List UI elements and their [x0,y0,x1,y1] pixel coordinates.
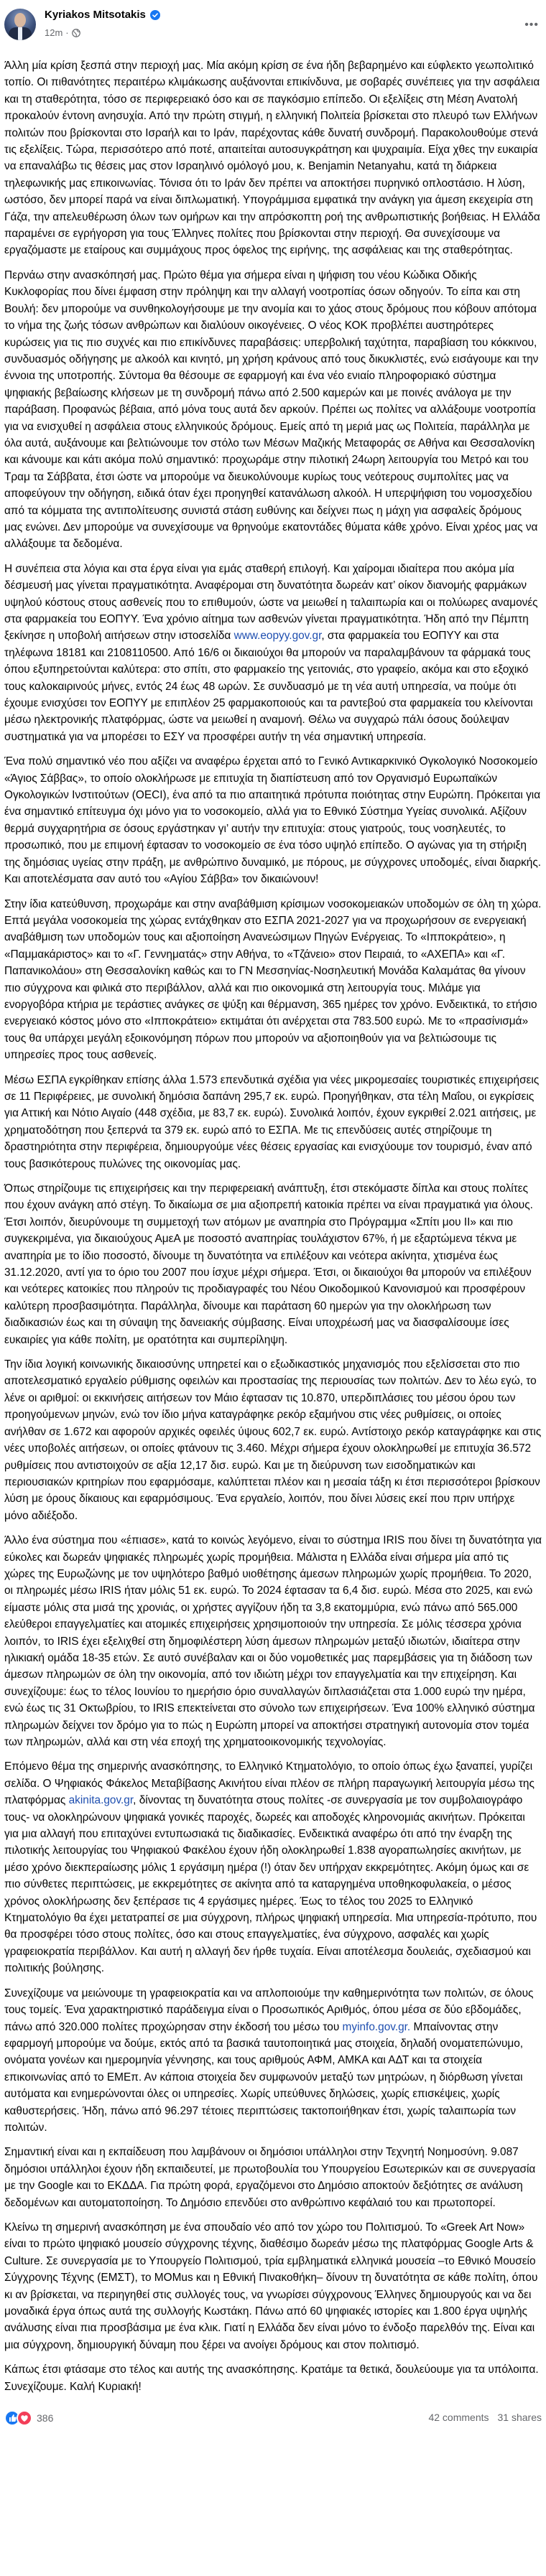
author-name[interactable]: Kyriakos Mitsotakis [45,9,146,21]
post-link[interactable]: myinfo.gov.gr. [342,2020,411,2033]
paragraph-text: Κάπως έτσι φτάσαμε στο τέλος και αυτής της ανασκόπησης. Κρατάμε τα θετικά, δουλεύουμε για τα υπόλοιπα. Συνεχίζουμε. Καλή Κυριακή! [4,2363,539,2393]
paragraph-text: Συνεχίζουμε να μειώνουμε τη γραφειοκρατία και να απλοποιούμε την καθημερινότητα των πολιτών, σε όλους τους τομείς. Ένα χαρακτηριστικό παράδειγμα είναι ο Προσωπικός Αριθμός, όπου μέσα σε δύο εβδομάδες, πάνω από 320.000 πολίτες προχώρησαν στην έκδοσή του μέσω του [4,1987,534,2033]
post-paragraph [4,2144,542,2211]
paragraph-text: Όπως στηρίζουμε τις επιχειρήσεις και την περιφερειακή ανάπτυξη, έτσι στεκόμαστε δίπλα και στους πολίτες που έχουν ανάγκη από στέγη. Το δικαίωμα σε μια αξιοπρεπή κατοικία πρέπει να είναι πραγματικά για όλους. Έτσι λοιπόν, διευρύνουμε τη συμμετοχή των ατόμων με αναπηρία στο Πρόγραμμα «Σπίτι μου ΙΙ» και πιο συγκεκριμένα, για δικαιούχους ΑμεΑ με ποσοστό αναπηρίας τουλάχιστον 67%, ή με εξαρτώμενα τέκνα με αναπηρία με το ίδιο ποσοστό, δίνουμε τη δυνατότητα να επιλέξουν και νεότερα ακίνητα, χτισμένα έως 31.12.2020, αντί για το όριο του 2007 που ίσχυε μέχρι σήμερα. Έτσι, οι δικαιούχοι θα μπορούν να επιλέξουν και νεότερες κατοικίες που πληρούν τις προδιαγραφές του Νέου Οικοδομικού Κανονισμού και προσφέρουν καλύτερη προσβασιμότητα. Παράλληλα, δίνουμε και παράταση 60 ημερών για την ολοκλήρωση των διαδικασιών έως και τη σύναψη της δανειακής σύμβασης. Είναι υποχρέωσή μας να διασφαλίσουμε ίσες ευκαιρίες για κάθε πολίτη, με ορατότητα και συμπερίληψη. [4,1182,533,1346]
post-paragraph [4,1180,542,1348]
paragraph-text: Μέσω ΕΣΠΑ εγκρίθηκαν επίσης άλλα 1.573 επενδυτικά σχέδια για νέες μικρομεσαίες τουριστικές επιχειρήσεις σε 11 Περιφέρειες, με συνολική δημόσια δαπάνη 295,7 εκ. ευρώ. Προηγήθηκαν, στα τέλη Μαΐου, οι εγκρίσεις για Αττική και Νότιο Αιγαίο (448 σχέδια, με 83,7 εκ. ευρώ). Συνολικά λοιπόν, έχουν εγκριθεί 2.021 αιτήσεις, με χρηματοδότηση που ξεπερνά τα 379 εκ. ευρώ από το ΕΣΠΑ. Με τις επενδύσεις αυτές στηρίζουμε τη δραστηριότητα στην περιφέρεια, δημιουργούμε νέες θέσεις εργασίας και ενισχύουμε τον τουρισμό, έναν από τους βασικότερους πυλώνες της οικονομίας μας. [4,1073,540,1170]
paragraph-text: Περνάω στην ανασκόπησή μας. Πρώτο θέμα για σήμερα είναι η ψήφιση του νέου Κώδικα Οδικής Κυκλοφορίας που δίνει έμφαση στην πρόληψη και την αλλαγή νοοτροπίας όσων οδηγούν. Το είπα και στη Βουλή: δεν μπορούμε να συνθηκολογήσουμε με την ανομία και το χάος στους δρόμους που κόβουν απότομα το νήμα της ζωής τόσων ανθρώπων και διαλύουν οικογένειες. Ο νέος ΚΟΚ προβλέπει αυστηρότερες κυρώσεις για τις πιο συχνές και πιο επικίνδυνες παραβάσεις: υπερβολική ταχύτητα, παραβίαση του κόκκινου, συνδυασμός οδήγησης με αλκοόλ και κινητό, μη χρήση κράνους από τους δικυκλιστές, ενώ εισάγουμε και την έννοια της υποτροπής. Σύντομα θα θέσουμε σε εφαρμογή και ένα νέο ενιαίο πληροφοριακό σύστημα ψηφιακής βεβαίωσης κλήσεων με τη συνδρομή πάνω από 2.500 καμερών και με ποινές ανάλογα με την παράβαση. Προφανώς βέβαια, από μόνα τους αυτά δεν αρκούν. Πρέπει ως πολίτες να αλλάξουμε νοοτροπία για να ενισχυθεί η ασφάλεια στους ελληνικούς δρόμους. Εμείς από τη μεριά μας ως Πολιτεία, παράλληλα με όλα αυτά, αυξάνουμε και βελτιώνουμε τον στόλο των Μέσων Μαζικής Μεταφοράς σε Αθήνα και Θεσσαλονίκη και κάνουμε και κάτι ακόμα πολύ σημαντικό: προχωράμε στην πιλοτική 24ωρη λειτουργία του Μετρό και του Τραμ τα Σάββατα, έτσι ώστε να μπορούμε να διευκολύνουμε κυρίως τους νεότερους συμπολίτες μας να αποφεύγουν την οδήγηση, ειδικά όταν έχει προηγηθεί κατανάλωση αλκοόλ. Η υπερψήφιση του νομοσχεδίου από τα κόμματα της αντιπολίτευσης συνιστά στάση ευθύνης και δείχνει πως η μάχη για ασφαλείς δρόμους μας ενώνει. Δεν μπορούμε να συνεχίσουμε να θρηνούμε εκατοντάδες θύματα κάθε χρόνο. Είναι χρέος μας να αλλάξουμε τα δεδομένα. [4,269,539,551]
paragraph-text: Ένα πολύ σημαντικό νέο που αξίζει να αναφέρω έρχεται από το Γενικό Αντικαρκινικό Ογκολογικό Νοσοκομείο «Άγιος Σάββας», το οποίο ολοκλήρωσε με επιτυχία τη διαπίστευση από τον Οργανισμό Ευρωπαϊκών Ογκολογικών Ινστιτούτων (OECI), ένα από τα πιο απαιτητικά πρότυπα ποιότητας στην Ευρώπη. Πρόκειται για ένα σημαντικό επίτευγμα όχι μόνο για το νοσοκομείο, αλλά για το Εθνικό Σύστημα Υγείας συνολικά. Αξίζουν θερμά συγχαρητήρια σε όσους εργάστηκαν γι’ αυτήν την επιτυχία: στους γιατρούς, τους νοσηλευτές, το προσωπικό, που με επιμονή έφτασαν το νοσοκομείο σε ένα τόσο υψηλό επίπεδο. Ο αγώνας για τη στήριξη της δημόσιας υγείας στην πράξη, με ανθρώπινο δυναμικό, με πόρους, με σύγχρονες υποδομές, είναι διαρκής. Και αποτελέσματα σαν αυτό του «Αγίου Σάββα» τον δικαιώνουν! [4,755,542,886]
post-paragraph [4,561,542,745]
paragraph-text: Μπαίνοντας στην εφαρμογή μπορούμε να δούμε, εκτός από τα βασικά ταυτοποιητικά μας στοιχεία, δηλαδή ονοματεπώνυμο, ονόματα γονέων και ημερομηνία γέννησης, και τους αριθμούς ΑΦΜ, ΑΜΚΑ και ΑΔΤ και τα στοιχεία επικοινωνίας από το ΕΜΕπ. Αν κάποια στοιχεία δεν συμφωνούν μεταξύ των μητρώων, η διόρθωση γίνεται αυτόματα και ενημερώνονται όλες οι υπηρεσίες. Χωρίς υπεύθυνες δηλώσεις, χωρίς επισκέψεις, χωρίς καθυστερήσεις. Ήδη, πάνω από 96.297 τέτοιες περιπτώσεις τακτοποιήθηκαν έτσι, χωρίς ταλαιπωρία των πολιτών. [4,2020,524,2134]
globe-icon [72,29,80,37]
post-paragraph [4,1072,542,1172]
paragraph-text: Στην ίδια κατεύθυνση, προχωράμε και στην αναβάθμιση κρίσιμων νοσοκομειακών υποδομών σε όλη τη χώρα. Επτά μεγάλα νοσοκομεία της χώρας εντάχθηκαν στο ΕΣΠΑ 2021-2027 για να προχωρήσουν σε ενεργειακή αναβάθμιση των υποδομών τους και αξιοποίηση Ανανεώσιμων Πηγών Ενέργειας. Το «Ιπποκράτειο», η «Παμμακάριστος» και το «Γ. Γεννηματάς» στην Αθήνα, το «Τζάνειο» στον Πειραιά, το «ΑΧΕΠΑ» και «Γ. Παπανικολάου» στη Θεσσαλονίκη καθώς και το ΓΝ Μεσσηνίας-Νοσηλευτική Μονάδα Καλαμάτας θα γίνουν πιο σύγχρονα και φιλικά στο περιβάλλον, αλλά και πιο οικονομικά στη λειτουργία τους. Μιλάμε για ενοργοβόρα κτήρια με τεράστιες ανάγκες σε ψύξη και θέρμανση, 365 ημέρες τον χρόνο. Ενδεικτικά, το ετήσιο ενεργειακό κόστος μόνο στο «Ιπποκράτειο» εκτιμάται ότι ανέρχεται στα 783.500 ευρώ. Με το «πρασίνισμά» τους θα υπάρχει μεγάλη εξοικονόμηση πόρων που μπορούν να αξιοποιηθούν για να βελτιώσουμε τις υπηρεσίες προς τους ασθενείς. [4,897,542,1062]
post-paragraph [4,2361,542,2395]
post-paragraph [4,2219,542,2353]
post-link[interactable]: akinita.gov.gr [68,1794,134,1807]
paragraph-text: Άλλο ένα σύστημα που «έπιασε», κατά το κοινώς λεγόμενο, είναι το σύστημα IRIS που δίνει τη δυνατότητα για εύκολες και δωρεάν ψηφιακές πληρωμές χωρίς προμήθεια. Μάλιστα η Ελλάδα είναι σήμερα μία από τις χώρες της Ευρωζώνης με τον υψηλότερο βαθμό υιοθέτησης άμεσων πληρωμών χωρίς προμήθεια. Το 2020, οι πληρωμές μέσω IRIS ήταν μόλις 51 εκ. ευρώ. Το 2024 έφτασαν τα 6,4 δισ. ευρώ. Μέσα στο 2025, και ενώ είμαστε μόλις στα μισά της χρονιάς, οι χρήστες αγγίζουν ήδη τα 3,8 εκατομμύρια, ενώ πάνω από 565.000 ελεύθεροι επαγγελματίες και ατομικές επιχειρήσεις χρησιμοποιούν την υπηρεσία. Σε μόλις τέσσερα χρόνια λοιπόν, το IRIS έχει εξελιχθεί στη δημοφιλέστερη λύση άμεσων πληρωμών μεταξύ ιδιωτών, ιδιαίτερα στην ηλικιακή ομάδα 18-35 ετών. Σε αυτό συνέβαλαν και οι δύο νομοθετικές μας παρεμβάσεις για τη διάδοση των άμεσων πληρωμών σε όλη την οικονομία, από τον ιδιώτη μέχρι τον επαγγελματία και την επιχείρηση. Και συνεχίζουμε: έως το τέλος Ιουνίου το ημερήσιο όριο συναλλαγών διπλασιάζεται στα 1.000 ευρώ την ημέρα, ενώ έως τις 31 Οκτωβρίου, το IRIS επεκτείνεται στο σύνολο των επιχειρήσεων. Ένα 100% ελληνικό σύστημα πληρωμών δείχνει τον δρόμο για το πώς η Ευρώπη μπορεί να αποκτήσει στρατηγική αυτονομία στον τομέα των πληρωμών, αλλά και στη νέα εποχή της χρηματοοικονομικής τεχνολογίας. [4,1534,542,1748]
paragraph-text: Την ίδια λογική κοινωνικής δικαιοσύνης υπηρετεί και ο εξωδικαστικός μηχανισμός που εξελίσσεται στο πιο αποτελεσματικό εργαλείο ρύθμισης οφειλών και προστασίας της περιουσίας των πολιτών. Δεν το λέω εγώ, το λένε οι αριθμοί: οι εκκινήσεις αιτήσεων τον Μάιο έφτασαν τις 10.870, υπερδιπλάσιες του μέσου όρου των προηγούμενων μηνών, ενώ τον ίδιο μήνα καταγράφηκε ρεκόρ εξαμήνου στις νέες ρυθμίσεις, οι οποίες ανήλθαν σε 1.672 και αφορούν αρχικές οφειλές ύψους 602,7 εκ. ευρώ. Αντίστοιχο ρεκόρ καταγράφηκε και στις νέες υποβολές αιτήσεων, οι οποίες φτάνουν τις 3.460. Μέχρι σήμερα έχουν ολοκληρωθεί με επιτυχία 36.572 ρυθμίσεις που αντιστοιχούν σε αξία 12,17 δισ. ευρώ. Και με τη διεύρυνση των εισοδηματικών και περιουσιακών κριτηρίων που εφαρμόσαμε, καλύπτεται πλέον και η μεσαία τάξη κι έτσι περισσότεροι βρίσκουν λύση με όρους δίκαιους και εφαρμόσιμους. Ένα εργαλείο, λοιπόν, που δίνει λύσεις εκεί που πριν υπήρχε μόνο αδιέξοδο. [4,1358,542,1522]
paragraph-text: Άλλη μία κρίση ξεσπά στην περιοχή μας. Μία ακόμη κρίση σε ένα ήδη βεβαρημένο και εύφλεκτο γεωπολιτικό τοπίο. Οι πιθανότητες περαιτέρω κλιμάκωσης αυξάνονται επικίνδυνα, με σοβαρές συνέπειες για την ασφάλεια και τη σταθερότητα, τόσο σε περιφερειακό όσο και σε παγκόσμιο επίπεδο. Οι εξελίξεις στη Μέση Ανατολή προκαλούν έντονη ανησυχία. Από την πρώτη στιγμή, η ελληνική Πολιτεία βρίσκεται στο πλευρό των Ελλήνων πολιτών που βρίσκονται στο Ισραήλ και το Ιράν, παρέχοντας κάθε δυνατή συνδρομή. Παρακολουθούμε στενά τις εξελίξεις. Τώρα, περισσότερο από ποτέ, απαιτείται αυτοσυγκράτηση και ψυχραιμία. Είχα χθες την ευκαιρία να επαναλάβω τις θέσεις μας στον Ισραηλινό ομόλογό μου, κ. Benjamin Netanyahu, κατά τη διάρκεια τηλεφωνικής μας επικοινωνίας. Τόνισα ότι το Ιράν δεν πρέπει να αποκτήσει πυρηνικό οπλοστάσιο. Η λύση, ωστόσο, δεν μπορεί παρά να είναι διπλωματική. Υπογράμμισα εμφατικά την ανάγκη για άμεση εκεχειρία στη Γάζα, την απελευθέρωση όλων των ομήρων και την απρόσκοπτη ροή της ανθρωπιστικής βοήθειας. Η Ελλάδα παραμένει σε εγρήγορση για τους Έλληνες πολίτες που βρίσκονται στην περιοχή. Θα συνεχίσουμε να εργαζόμαστε με εταίρους και συμμάχους προς όφελος της ειρήνης, της ασφάλειας και της σταθερότητας. [4,60,540,257]
post-meta [45,27,80,38]
paragraph-text: Επόμενο θέμα της σημερινής ανασκόπησης, το Ελληνικό Κτηματολόγιο, το οποίο όπως έχω ξαναπεί, γυρίζει σελίδα. Ο Ψηφιακός Φάκελος Μεταβίβασης Ακινήτου είναι πλέον σε πλήρη παραγωγική λειτουργία μέσω της πλατφόρμας [4,1760,535,1807]
post-paragraph [4,267,542,553]
post-paragraph [4,57,542,259]
comments-count[interactable]: 42 comments [428,2412,489,2424]
post-paragraph [4,753,542,887]
post-timestamp[interactable]: 12m [45,27,63,38]
post-header [0,0,546,57]
post-paragraph [4,1356,542,1524]
paragraph-text: Η συνέπεια στα λόγια και στα έργα είναι για εμάς σταθερή επιλογή. Και χαίρομαι ιδιαίτερα που ακόμα μία δέσμευσή μας γίνεται πραγματικότητα. Αναφέρομαι στη δυνατότητα δωρεάν κατ’ οίκον διανομής φαρμάκων υψηλού κόστους στους ασθενείς που το επιθυμούν, ώστε να μειωθεί η ταλαιπωρία και οι πολύωρες αναμονές στα φαρμακεία του ΕΟΠΥΥ. Ένα χρόνιο αίτημα των ασθενών γίνεται πραγματικότητα. Ήδη από την Πέμπτη ξεκίνησε η υποβολή αιτήσεων στην ιστοσελίδα [4,562,538,643]
meta-separator: · [65,27,69,38]
engagement-stats [428,2412,542,2423]
paragraph-text: , στα φαρμακεία του ΕΟΠΥΥ και στα τηλέφωνα 18181 και 2108110500. Από 16/6 οι δικαιούχοι θα μπορούν να παραλαμβάνουν τα φάρμακά τους όπου εξυπηρετούνται καλύτερα: στο σπίτι, στο φαρμακείο της γειτονιάς, στο γραφείο, ακόμα και στο εξοχικό τους καλοκαιρινούς μήνες, εντός 24 έως 48 ωρών. Σε συνδυασμό με τη νέα αυτή υπηρεσία, να πούμε ότι έχουμε ενισχύσει τον ΕΟΠΥΥ με επιπλέον 25 φαρμακοποιούς και τα ραντεβού στα φαρμακεία του κλείνονται μέσω ηλεκτρονικής πλατφόρμας, ώστε να μειωθεί η αναμονή. Θέλω να συγχαρώ πάλι όσους δούλεψαν συστηματικά για να μπορέσει το ΕΣΥ να προσφέρει αυτήν τη νέα σημαντική υπηρεσία. [4,630,533,743]
reaction-count: 386 [37,2412,54,2425]
paragraph-text: Κλείνω τη σημερινή ανασκόπηση με ένα σπουδαίο νέο από τον χώρο του Πολιτισμού. Το «Greek Art Now» είναι το πρώτο ψηφιακό μουσείο σύγχρονης τέχνης, διαθέσιμο δωρεάν μέσω της πλατφόρμας Google Arts & Culture. Σε συνεργασία με το Υπουργείο Πολιτισμού, τρία εμβληματικά ελληνικά μουσεία –το Εθνικό Μουσείο Σύγχρονης Τέχνης (ΕΜΣΤ), το MOMus και η Εθνική Πινακοθήκη– δίνουν τη δυνατότητα σε κάθε πολίτη, όπου κι αν βρίσκεται, να περιηγηθεί στις συλλογές τους, να γνωρίσει σύγχρονους Έλληνες δημιουργούς και να δει μοναδικά έργα όπως αυτά της συλλογής Κωστάκη. Πάνω από 60 ψηφιακές ιστορίες και 1.800 έργα υψηλής ανάλυσης είναι πια προσβάσιμα με ένα κλικ. Γιατί η Ελλάδα δεν είναι μόνο το ένδοξο παρελθόν της. Είναι και μια σύγχρονη, δημιουργική δύναμη που ξέρει να ανοίγει δρόμους και στον πολιτισμό. [4,2221,538,2351]
post-paragraph [4,1985,542,2137]
paragraph-text: , δίνοντας τη δυνατότητα στους πολίτες -σε συνεργασία με τον συμβολαιογράφο τους- να ολοκληρώνουν ψηφιακά γονικές παροχές, δωρεές και αποδοχές κληρονομιάς ακινήτων. Πρόκειται για μια αλλαγή που επιταχύνει εντυπωσιακά τις διαδικασίες. Ενδεικτικά αναφέρω ότι από την έναρξη της πιλοτικής λειτουργίας του Ψηφιακού Φακέλου έχουν ήδη ολοκληρωθεί 1.838 αγοραπωλησίες ακινήτων, με μέσο χρόνο διεκπεραίωσης μόλις 1 εργάσιμη ημέρα (!) όταν δεν υπήρχαν εκκρεμότητες. Ακόμη όμως και σε πιο σύνθετες περιπτώσεις, με εκκρεμότητες σε ακίνητα από τα καταργημένα υποθηκοφυλακεία, ο μέσος χρόνος ολοκλήρωσης δεν ξεπέρασε τις 4 εργάσιμες ημέρες. Έως το τέλος του 2025 το Ελληνικό Κτηματολόγιο θα έχει μετατραπεί σε μια σύγχρονη, πλήρως ψηφιακή υπηρεσία. Μια υπηρεσία-πρότυπο, που θα προσφέρει τόσο στους πολίτες, όσο και στους επαγγελματίες, ένα σύγχρονο, ασφαλές και χωρίς γραφειοκρατία περιβάλλον. Και αυτή η αλλαγή δεν ήρθε τυχαία. Είναι αποτέλεσμα δουλειάς, σχεδιασμού και πολιτικής βούλησης. [4,1794,537,1975]
verified-badge-icon [150,10,160,20]
more-options-icon[interactable]: ••• [524,19,539,31]
avatar-face [14,13,26,27]
post-body [0,57,546,2395]
post-paragraph [4,1532,542,1750]
love-icon [17,2410,32,2426]
post-paragraph [4,1758,542,1977]
post-footer [0,2403,546,2437]
post-link[interactable]: www.eopyy.gov.gr [233,630,322,643]
author-avatar[interactable] [4,9,36,40]
author-row [45,9,160,21]
avatar-shirt [18,27,22,40]
paragraph-text: Σημαντική είναι και η εκπαίδευση που λαμβάνουν οι δημόσιοι υπάλληλοι στην Τεχνητή Νοημοσύνη. 9.087 δημόσιοι υπάλληλοι έχουν ήδη εκπαιδευτεί, με πρωτοβουλία του Υπουργείου Εσωτερικών και σε συνεργασία με την Google και το ΕΚΔΔΑ. Για πρώτη φορά, εργαζόμενοι στο Δημόσιο αποκτούν δεξιότητες σε ανάλυση δεδομένων και αυτοματοποίηση. Το Δημόσιο επενδύει στο ανθρώπινο κεφάλαιό του και πρωτοπορεί. [4,2146,536,2209]
shares-count[interactable]: 31 shares [497,2412,542,2424]
post-paragraph [4,896,542,1064]
reactions-summary[interactable] [4,2410,53,2426]
